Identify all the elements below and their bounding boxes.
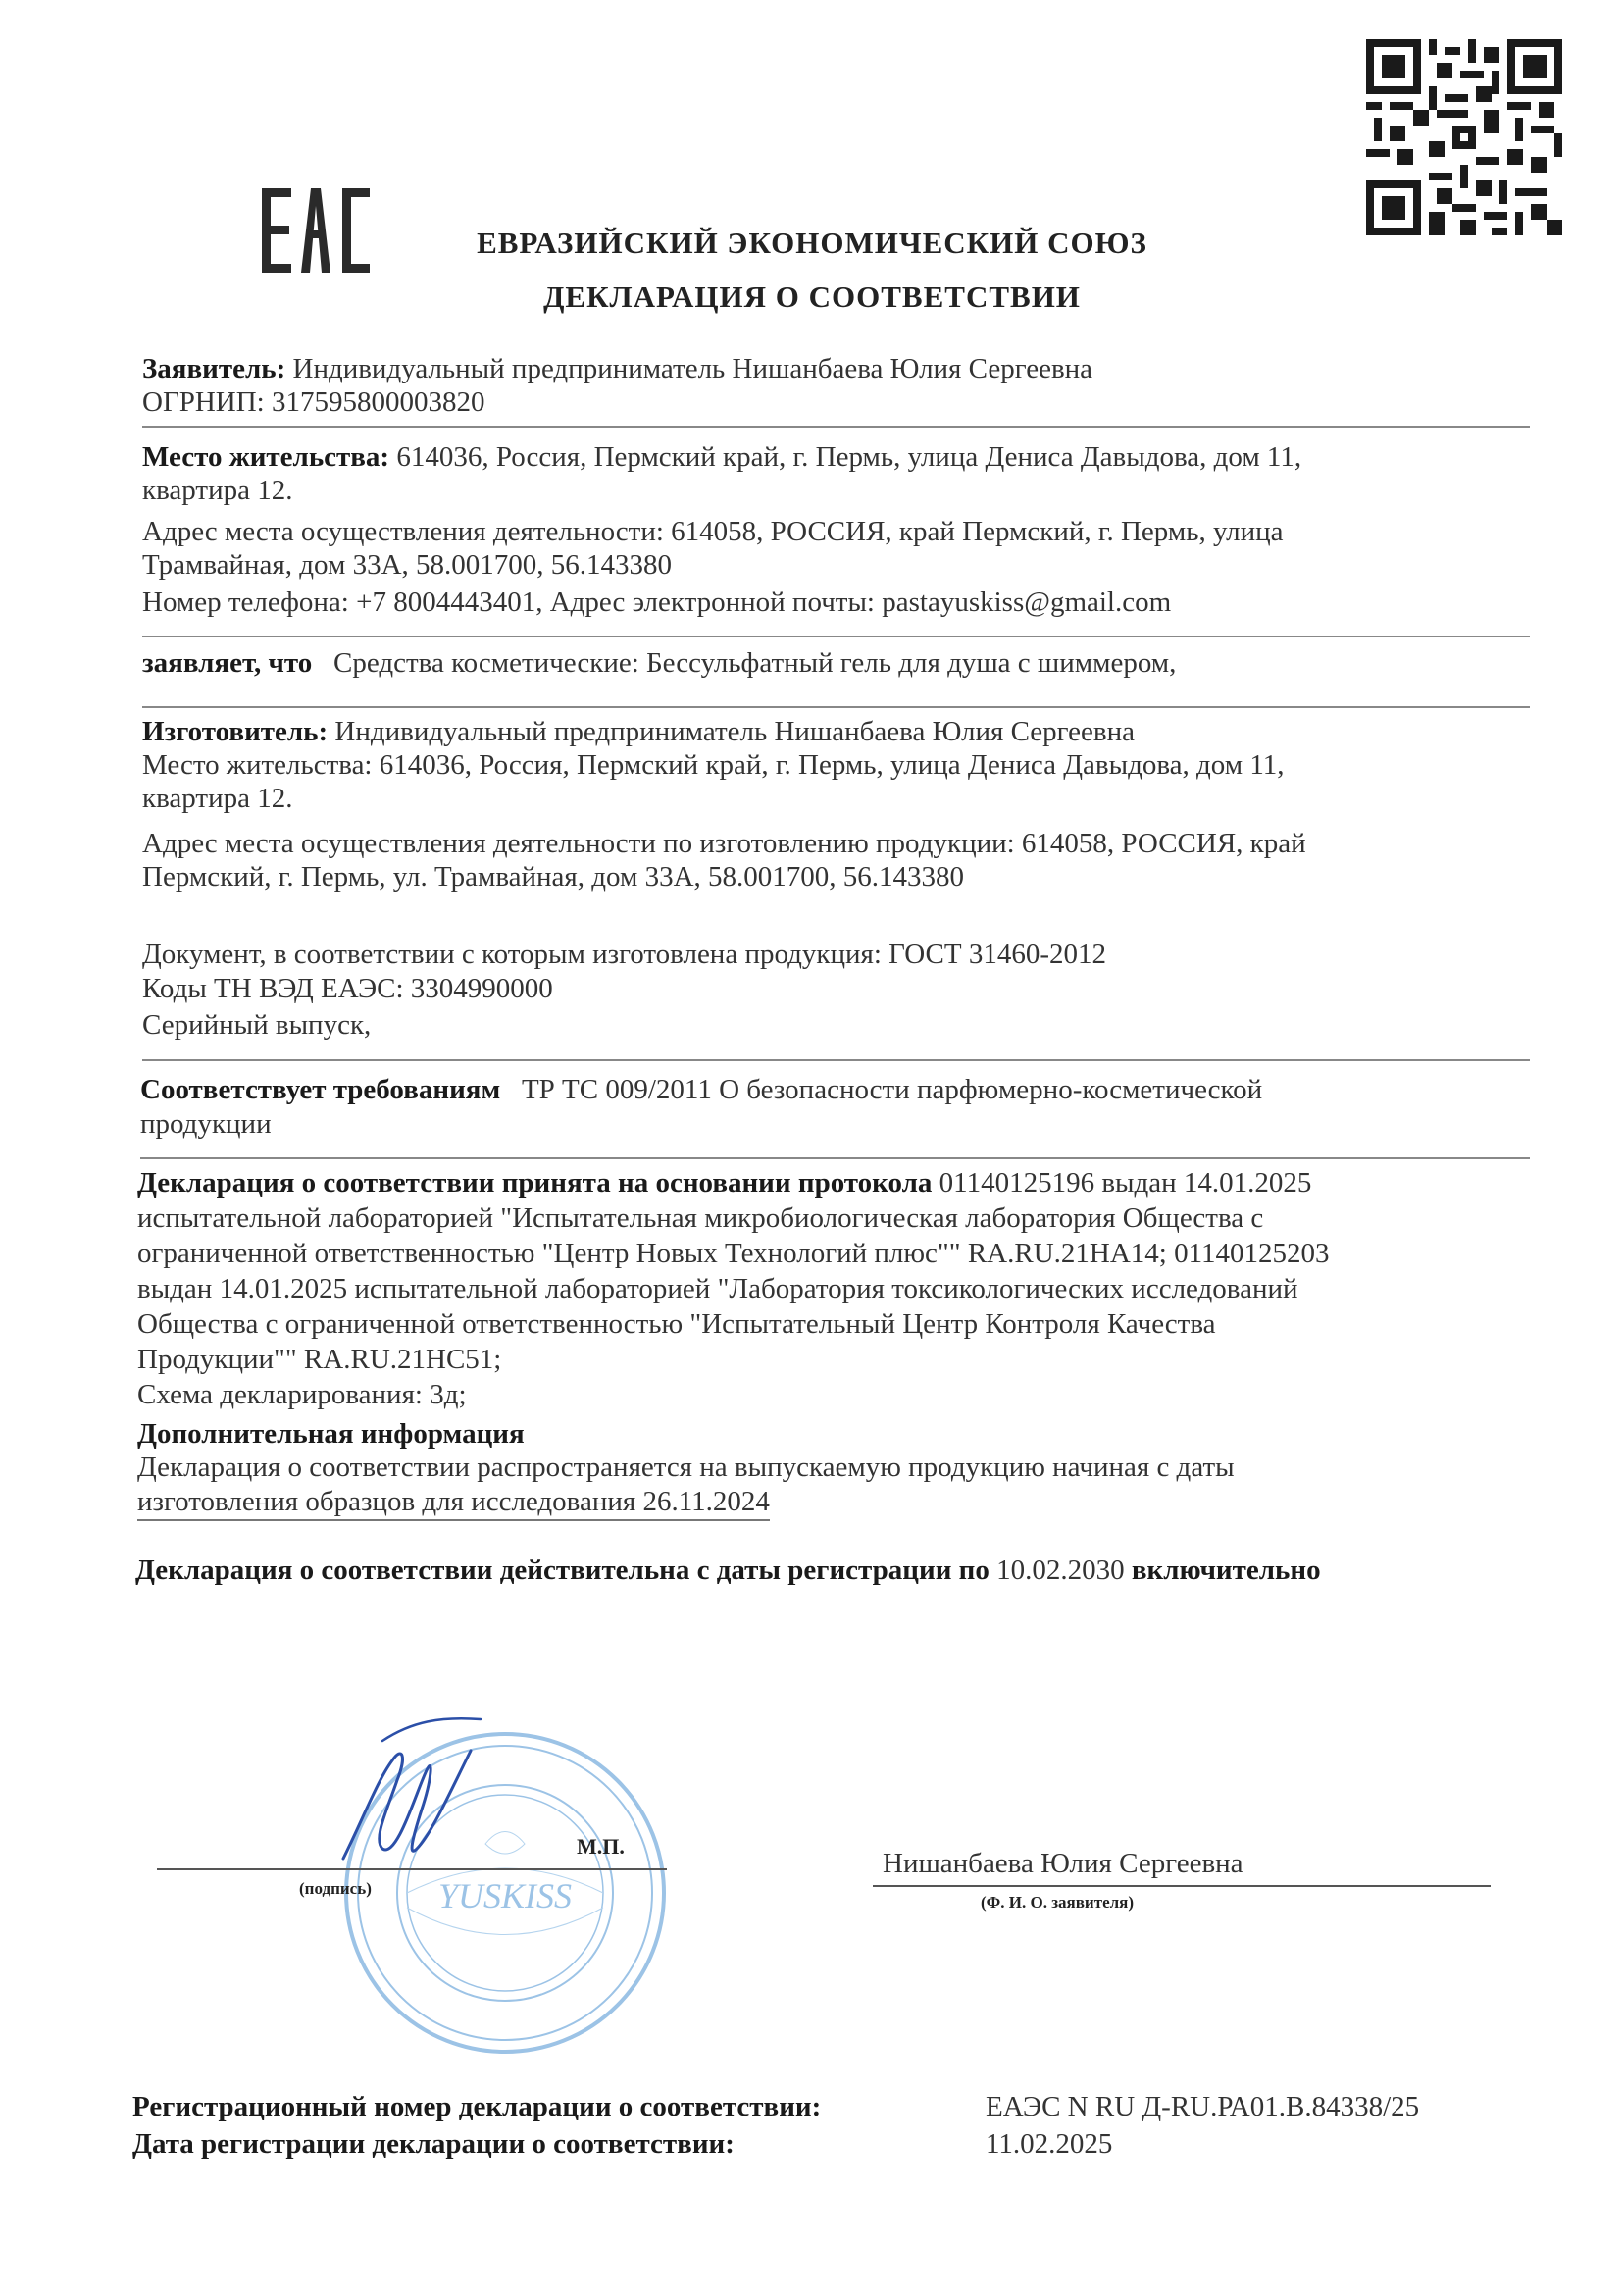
compliance-label: Соответствует требованиям <box>140 1074 501 1105</box>
residence-address-cont: квартира 12. <box>142 475 293 506</box>
divider <box>142 426 1530 428</box>
activity-address-cont: Трамвайная, дом 33А, 58.001700, 56.143380 <box>142 549 673 581</box>
declares-line <box>142 645 1176 681</box>
compliance-regulation: ТР ТС 009/2011 О безопасности парфюмерно-косметической <box>521 1074 1263 1105</box>
manufacturer-label: Изготовитель: <box>142 716 329 747</box>
divider <box>142 1059 1530 1061</box>
qr-code <box>1366 39 1562 235</box>
serial-release: Серийный выпуск, <box>142 1009 372 1041</box>
standard-document: Документ, в соответствии с которым изготовлена продукция: ГОСТ 31460-2012 <box>142 939 1106 970</box>
residence-label: Место жительства: <box>142 441 390 473</box>
basis-text: Общества с ограниченной ответственностью "Испытательный Центр Контроля Качества <box>137 1308 1216 1340</box>
union-name: ЕВРАЗИЙСКИЙ ЭКОНОМИЧЕСКИЙ СОЮЗ <box>477 226 1147 260</box>
divider <box>142 636 1530 637</box>
validity-suffix: включительно <box>1131 1555 1321 1586</box>
protocol-number: 01140125196 выдан 14.01.2025 <box>939 1167 1312 1198</box>
applicant-label: Заявитель: <box>142 353 286 384</box>
manufacturer-name: Индивидуальный предприниматель Нишанбаева Юлия Сергеевна <box>334 716 1135 747</box>
validity-line <box>135 1553 1321 1588</box>
applicant-name: Индивидуальный предприниматель Нишанбаева Юлия Сергеевна <box>292 353 1093 384</box>
applicant-ogrnip: ОГРНИП: 317595800003820 <box>142 386 485 418</box>
declaration-scheme: Схема декларирования: 3д; <box>137 1379 467 1410</box>
activity-address: Адрес места осуществления деятельности: 614058, РОССИЯ, край Пермский, г. Пермь, улица <box>142 516 1284 547</box>
additional-info-text: Декларация о соответствии распространяется на выпускаемую продукцию начиная с даты <box>137 1452 1235 1483</box>
basis-label: Декларация о соответствии принята на основании протокола <box>137 1167 933 1198</box>
divider <box>140 1157 1530 1159</box>
document-title: ДЕКЛАРАЦИЯ О СООТВЕТСТВИИ <box>543 280 1081 314</box>
applicant-line <box>142 351 1092 386</box>
manufacturer-residence-cont: квартира 12. <box>142 783 293 814</box>
signer-caption: (Ф. И. О. заявителя) <box>981 1893 1135 1912</box>
additional-info-text-cont: изготовления образцов для исследования 26.11.2024 <box>137 1484 770 1521</box>
manufacturer-line <box>142 714 1135 749</box>
basis-text: Продукции"" RA.RU.21НС51; <box>137 1344 502 1375</box>
validity-label: Декларация о соответствии действительна с даты регистрации по <box>135 1555 990 1586</box>
registration-number-label: Регистрационный номер декларации о соответствии: <box>132 2091 822 2122</box>
production-address: Адрес места осуществления деятельности по изготовлению продукции: 614058, РОССИЯ, край <box>142 828 1306 859</box>
divider <box>142 706 1530 708</box>
basis-text: ограниченной ответственностью "Центр Новых Технологий плюс"" RA.RU.21НА14; 01140125203 <box>137 1238 1330 1269</box>
basis-text: выдан 14.01.2025 испытательной лабораторией "Лаборатория токсикологических исследований <box>137 1273 1298 1304</box>
basis-text: испытательной лабораторией "Испытательная микробиологическая лаборатория Общества с <box>137 1202 1264 1234</box>
additional-info-label: Дополнительная информация <box>137 1418 525 1450</box>
mp-label: М.П. <box>577 1834 625 1859</box>
stamp-brand: YUSKISS <box>437 1876 573 1915</box>
tn-ved-codes: Коды ТН ВЭД ЕАЭС: 3304990000 <box>142 973 553 1004</box>
signer-line <box>873 1885 1491 1887</box>
compliance-regulation-cont: продукции <box>140 1108 272 1140</box>
registration-number: ЕАЭС N RU Д-RU.РА01.В.84338/25 <box>986 2091 1420 2122</box>
product-name: Средства косметические: Бессульфатный гель для душа с шиммером, <box>333 647 1177 679</box>
declares-label: заявляет, что <box>142 647 313 679</box>
registration-date: 11.02.2025 <box>986 2128 1113 2160</box>
registration-date-label: Дата регистрации декларации о соответствии: <box>132 2128 735 2160</box>
residence-address: 614036, Россия, Пермский край, г. Пермь, улица Дениса Давыдова, дом 11, <box>396 441 1302 473</box>
contacts: Номер телефона: +7 8004443401, Адрес электронной почты: pastayuskiss@gmail.com <box>142 586 1172 618</box>
signature-caption: (подпись) <box>299 1879 372 1898</box>
manufacturer-residence: Место жительства: 614036, Россия, Пермский край, г. Пермь, улица Дениса Давыдова, дом 11, <box>142 749 1285 781</box>
validity-date: 10.02.2030 <box>996 1555 1125 1586</box>
production-address-cont: Пермский, г. Пермь, ул. Трамвайная, дом 33А, 58.001700, 56.143380 <box>142 861 965 892</box>
residence-line <box>142 439 1301 475</box>
compliance-line <box>140 1072 1262 1107</box>
signer-name: Нишанбаева Юлия Сергеевна <box>883 1848 1243 1879</box>
signature-line <box>157 1868 667 1870</box>
basis-line <box>137 1165 1311 1200</box>
